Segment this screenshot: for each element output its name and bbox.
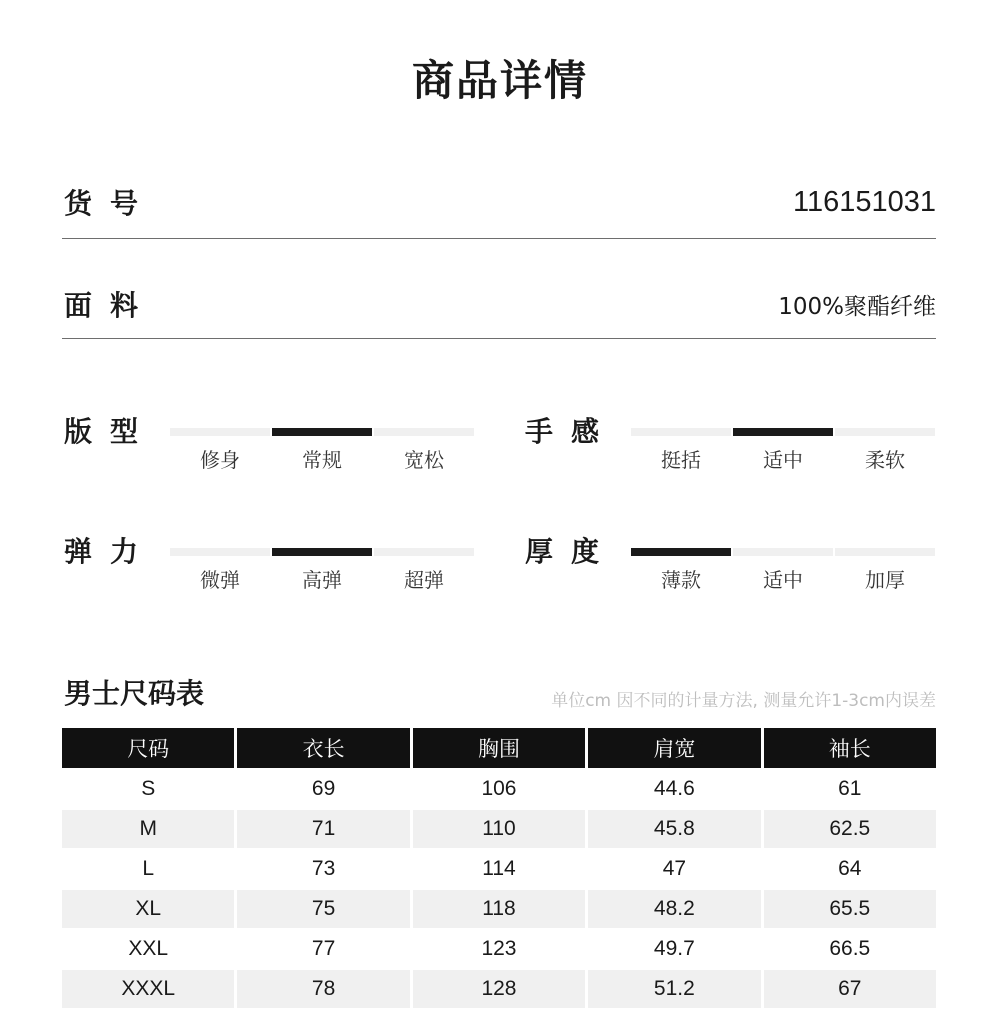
- table-cell: 45.8: [588, 808, 760, 848]
- thickness-option-1: 薄款: [661, 568, 701, 592]
- table-cell: 73: [237, 848, 409, 888]
- fit-label: 版型: [64, 415, 157, 448]
- column-header-chest: 胸围: [413, 728, 585, 768]
- table-cell: 49.7: [588, 928, 760, 968]
- table-cell: 65.5: [764, 888, 936, 928]
- fit-segment-3: [374, 428, 474, 436]
- fit-segment-1: [170, 428, 270, 436]
- fit-option-2: 常规: [302, 448, 342, 472]
- fit-option-1: 修身: [200, 448, 240, 472]
- table-cell: 48.2: [588, 888, 760, 928]
- elasticity-option-2: 高弹: [302, 568, 342, 592]
- fit-scale: [62, 410, 482, 480]
- column-header-length: 衣长: [237, 728, 409, 768]
- item-number-row: [62, 170, 936, 239]
- column-header-shoulder: 肩宽: [588, 728, 760, 768]
- table-row: [62, 928, 936, 968]
- thickness-label: 厚度: [525, 535, 618, 568]
- elasticity-scale: [62, 530, 482, 600]
- feel-scale: [523, 410, 943, 480]
- thickness-option-2: 适中: [763, 568, 803, 592]
- feel-segment-3: [835, 428, 935, 436]
- size-chart-heading: 男士尺码表: [64, 677, 205, 710]
- size-chart-note: 单位cm 因不同的计量方法, 测量允许1-3cm内误差: [551, 691, 936, 711]
- table-cell: M: [62, 808, 234, 848]
- elasticity-segment-2: [272, 548, 372, 556]
- item-number-value: 116151031: [792, 186, 936, 218]
- table-cell: 69: [237, 768, 409, 808]
- table-row: [62, 888, 936, 928]
- table-cell: XXXL: [62, 968, 234, 1008]
- table-cell: 118: [413, 888, 585, 928]
- feel-option-3: 柔软: [865, 448, 905, 472]
- elasticity-segment-1: [170, 548, 270, 556]
- fabric-row: [62, 272, 936, 339]
- fit-option-3: 宽松: [404, 448, 444, 472]
- table-cell: 71: [237, 808, 409, 848]
- table-cell: 114: [413, 848, 585, 888]
- page-title: 商品详情: [411, 56, 588, 105]
- feel-option-1: 挺括: [661, 448, 701, 472]
- table-cell: 78: [237, 968, 409, 1008]
- feel-option-2: 适中: [763, 448, 803, 472]
- table-cell: XXL: [62, 928, 234, 968]
- table-cell: XL: [62, 888, 234, 928]
- table-cell: 128: [413, 968, 585, 1008]
- table-row: [62, 808, 936, 848]
- fabric-label: 面料: [64, 289, 157, 322]
- table-cell: 51.2: [588, 968, 760, 1008]
- table-cell: S: [62, 768, 234, 808]
- table-row: [62, 848, 936, 888]
- fabric-value: 100%聚酯纤维: [778, 294, 936, 320]
- column-header-size: 尺码: [62, 728, 234, 768]
- table-row: [62, 968, 936, 1008]
- elasticity-option-3: 超弹: [404, 568, 444, 592]
- thickness-scale: [523, 530, 943, 600]
- table-cell: 64: [764, 848, 936, 888]
- table-cell: 62.5: [764, 808, 936, 848]
- table-cell: 106: [413, 768, 585, 808]
- thickness-segment-1: [631, 548, 731, 556]
- elasticity-option-1: 微弹: [200, 568, 240, 592]
- size-chart-header-row: [62, 728, 936, 768]
- table-cell: 77: [237, 928, 409, 968]
- thickness-option-3: 加厚: [865, 568, 905, 592]
- table-cell: L: [62, 848, 234, 888]
- feel-segment-1: [631, 428, 731, 436]
- table-cell: 47: [588, 848, 760, 888]
- elasticity-label: 弹力: [64, 535, 157, 568]
- table-cell: 61: [764, 768, 936, 808]
- table-cell: 110: [413, 808, 585, 848]
- table-cell: 66.5: [764, 928, 936, 968]
- thickness-segment-2: [733, 548, 833, 556]
- feel-segment-2: [733, 428, 833, 436]
- thickness-segment-3: [835, 548, 935, 556]
- table-row: [62, 768, 936, 808]
- fit-segment-2: [272, 428, 372, 436]
- table-cell: 75: [237, 888, 409, 928]
- elasticity-segment-3: [374, 548, 474, 556]
- table-cell: 67: [764, 968, 936, 1008]
- column-header-sleeve: 袖长: [764, 728, 936, 768]
- feel-label: 手感: [525, 415, 618, 448]
- item-number-label: 货号: [64, 187, 157, 220]
- table-cell: 123: [413, 928, 585, 968]
- table-cell: 44.6: [588, 768, 760, 808]
- size-chart-table: [59, 728, 939, 1008]
